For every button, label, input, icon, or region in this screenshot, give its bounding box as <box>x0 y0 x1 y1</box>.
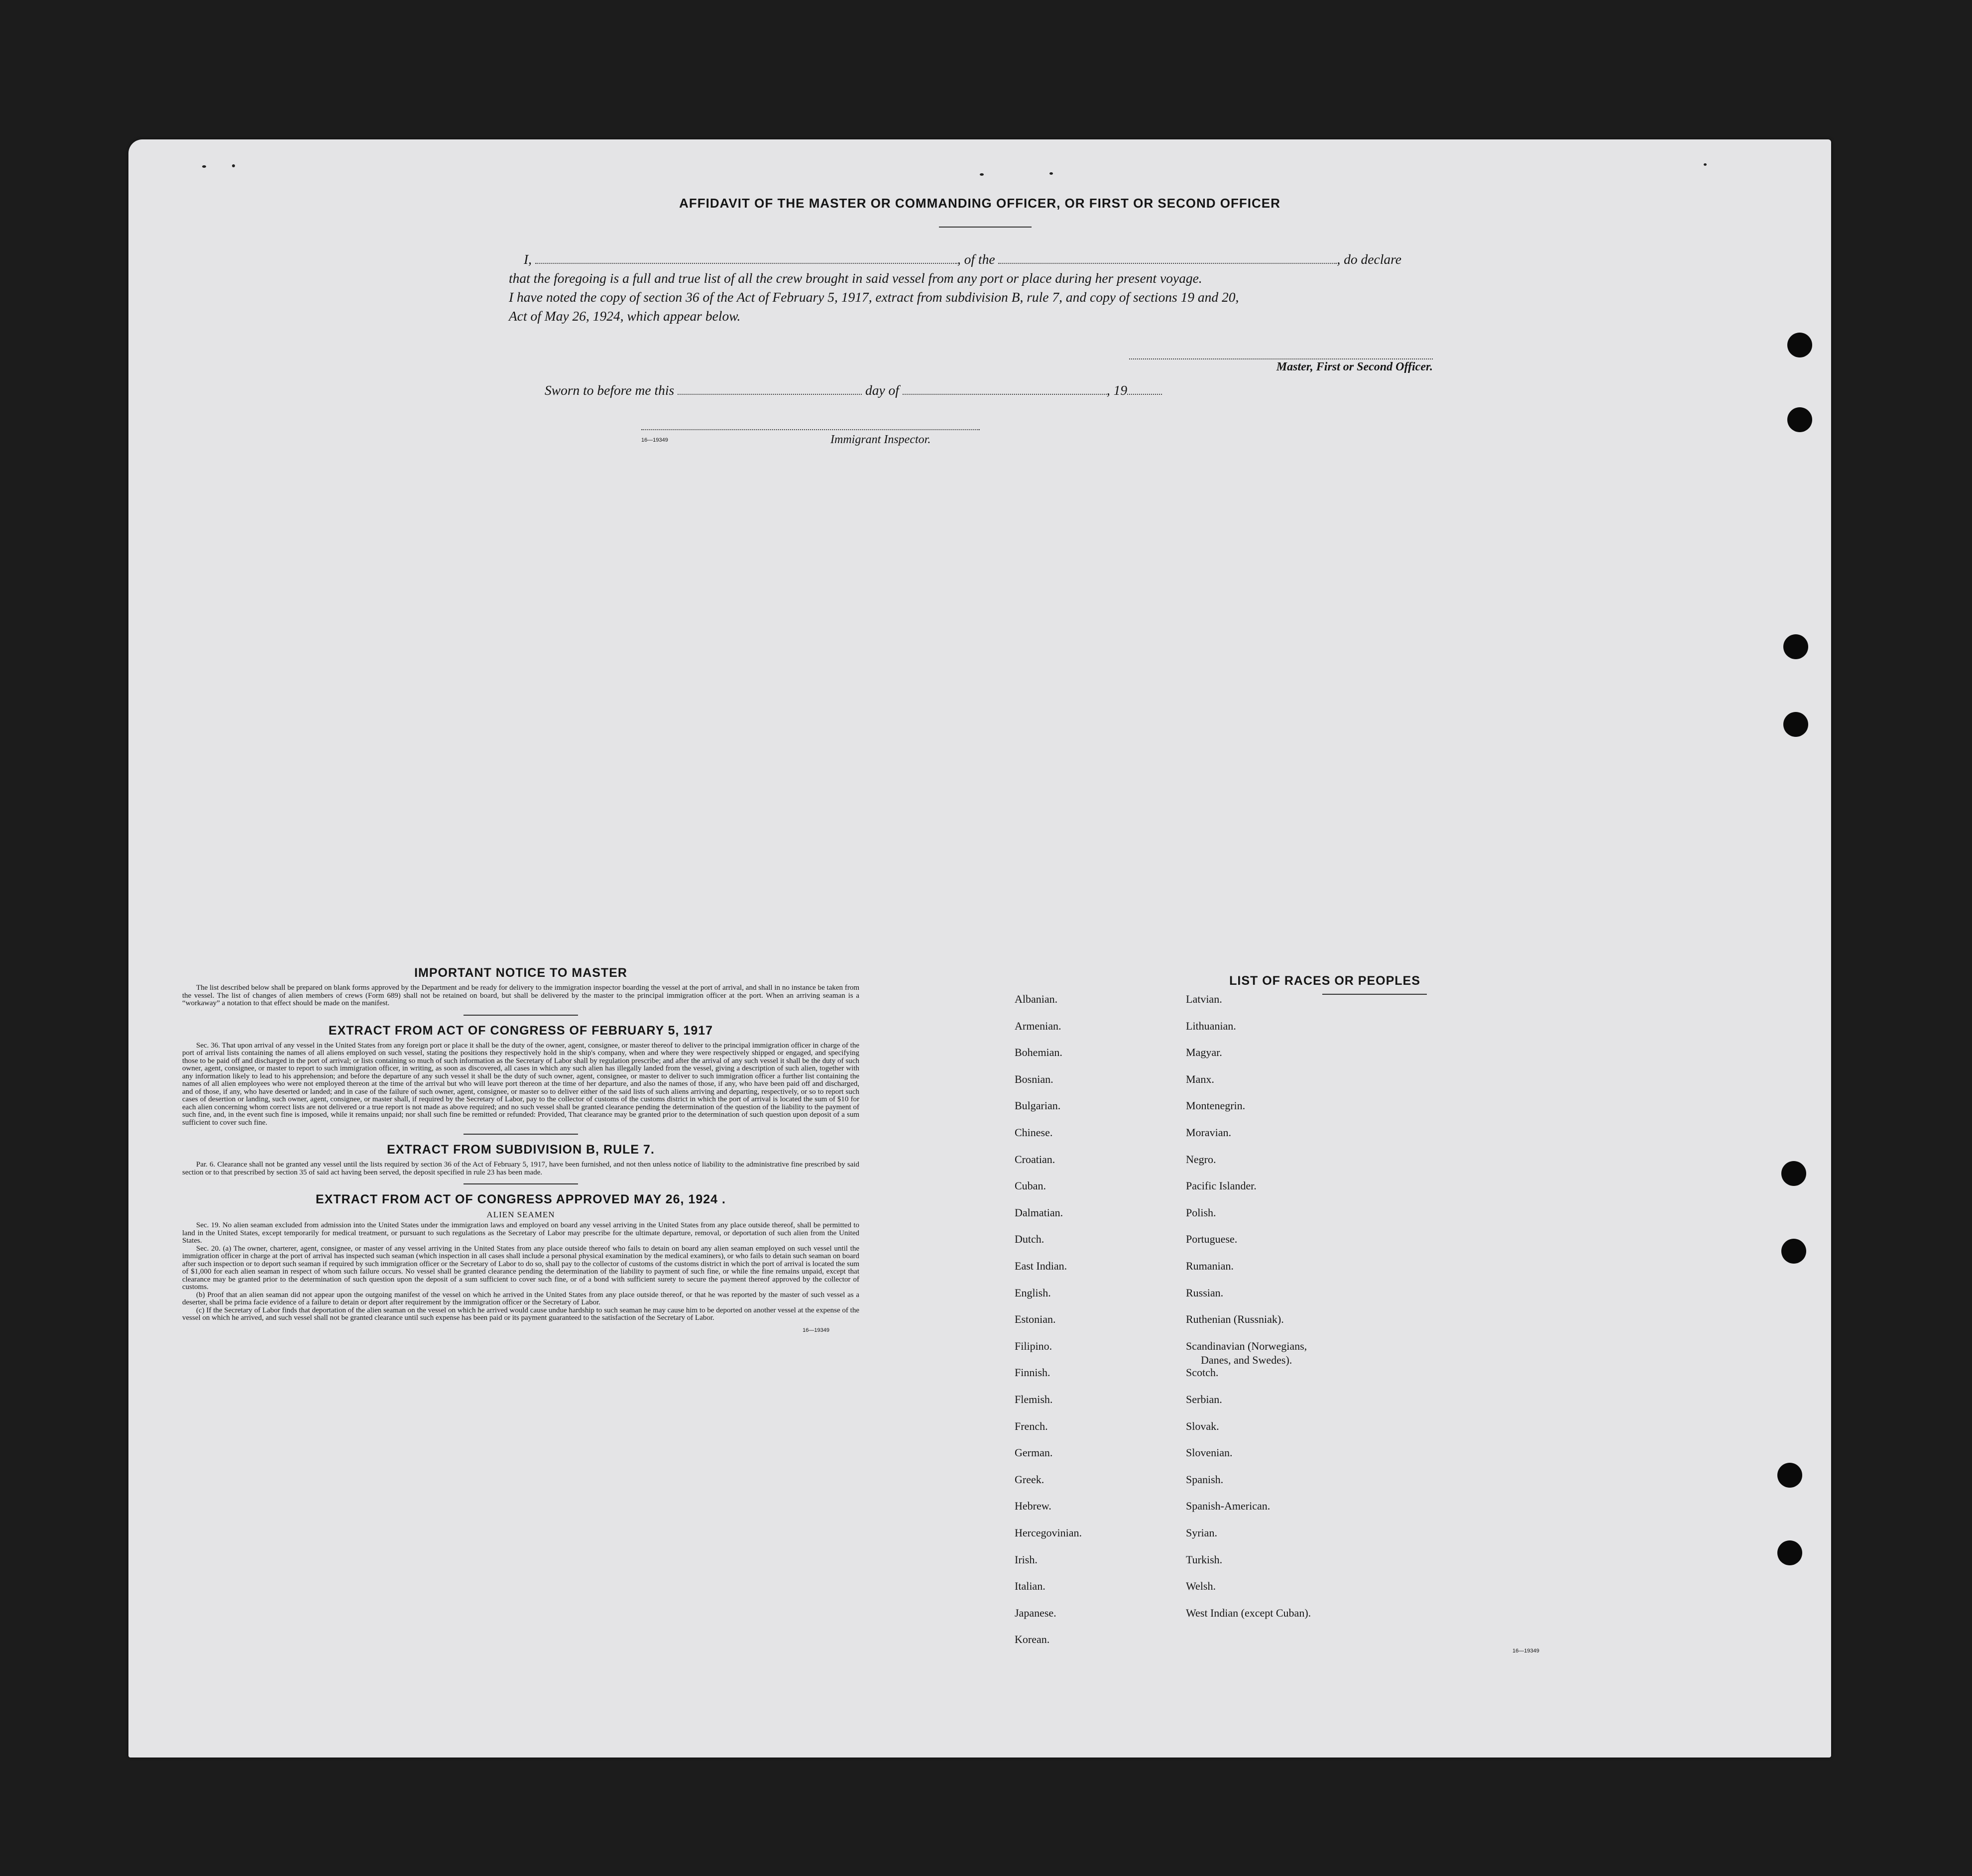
race-item: Finnish. <box>1015 1366 1050 1379</box>
race-item: German. <box>1015 1446 1053 1459</box>
sworn-month-blank[interactable] <box>903 384 1107 395</box>
race-item: Ruthenian (Russniak). <box>1186 1313 1284 1326</box>
race-item: Armenian. <box>1015 1019 1061 1032</box>
race-item: Russian. <box>1186 1286 1224 1299</box>
binder-hole <box>1787 333 1812 357</box>
race-item: Danes, and Swedes). <box>1201 1353 1292 1366</box>
race-item: French. <box>1015 1419 1048 1432</box>
race-item: Flemish. <box>1015 1393 1053 1406</box>
race-item: Rumanian. <box>1186 1260 1234 1272</box>
extract-1924-body <box>182 1222 859 1322</box>
race-item: Bosnian. <box>1015 1072 1053 1085</box>
rule-7-title: EXTRACT FROM SUBDIVISION B, RULE 7. <box>387 1143 655 1157</box>
name-blank[interactable] <box>535 253 957 264</box>
race-item: Dalmatian. <box>1015 1206 1063 1219</box>
vessel-blank[interactable] <box>998 253 1337 264</box>
race-item: Syrian. <box>1186 1526 1217 1539</box>
races-title: LIST OF RACES OR PEOPLES <box>1229 974 1420 988</box>
rule-7-body: Par. 6. Clearance shall not be granted any vessel until the lists required by section 36 of the Act of February 5, 1917, have been furnished, and not then unless notice of liability to the administrative fine prescribed by said section or to that prescribed by section 35 of said act having been served, the deposit specified in rule 23 has been made. <box>182 1161 859 1176</box>
extract-1924-title: EXTRACT FROM ACT OF CONGRESS APPROVED MAY 26, 1924 . <box>316 1192 726 1206</box>
binder-hole <box>1777 1463 1802 1488</box>
race-item: Irish. <box>1015 1553 1038 1566</box>
race-item: Cuban. <box>1015 1179 1046 1192</box>
declaration-do-declare: , do declare <box>1337 251 1401 267</box>
notice-title: IMPORTANT NOTICE TO MASTER <box>414 966 627 980</box>
race-item: Scotch. <box>1186 1366 1219 1379</box>
binder-hole <box>1777 1540 1802 1565</box>
race-item: Manx. <box>1186 1072 1214 1085</box>
sec-20a: Sec. 20. (a) The owner, charterer, agent, consignee, or master of any vessel arriving in the United States from any place outside thereof who fails to detain on board any alien seaman employed on such vessel until the immigration officer in charge at the port of arrival has inspected such seaman (which inspection in all cases shall include a personal physical examination by the medical examiners), or who fails to detain such seaman on board after such inspection or to deport such seaman if required by such immigration officer or the Secretary of Labor to do so, shall pay to the collector of customs of the customs district in which the port of arrival is located the sum of $1,000 for each alien seaman in respect of whom such failure occurs. No vessel shall be granted clearance pending the determination of the liability to payment of such fine, or while the fine remains unpaid, except that clearance may be granted prior to the determination of such question upon the deposit of a sum sufficient to cover such fine, or of a bond with sufficient surety to secure the payment thereof approved by the collector of customs. <box>182 1244 859 1291</box>
speck <box>1049 172 1053 175</box>
binder-hole <box>1783 712 1808 737</box>
sworn-text: Sworn to before me this <box>545 382 675 398</box>
sworn-line <box>545 382 1162 398</box>
race-item: Greek. <box>1015 1473 1044 1486</box>
divider <box>939 227 1032 228</box>
race-item: Moravian. <box>1186 1126 1232 1139</box>
race-item: Latvian. <box>1186 993 1222 1005</box>
race-item: Pacific Islander. <box>1186 1179 1257 1192</box>
affidavit-declaration <box>509 250 1495 326</box>
sworn-day-of: day of <box>865 382 899 398</box>
form-number: 16—19349 <box>1512 1648 1539 1654</box>
form-number: 16—19349 <box>803 1327 829 1333</box>
race-item: Magyar. <box>1186 1046 1222 1059</box>
race-item: Scandinavian (Norwegians, <box>1186 1339 1307 1352</box>
declaration-line-4: Act of May 26, 1924, which appear below. <box>509 308 741 324</box>
race-item: Turkish. <box>1186 1553 1223 1566</box>
notice-body: The list described below shall be prepared on blank forms approved by the Department and be ready for delivery to the immigration inspector boarding the vessel at the port of arrival, and shall in no instance be taken from the vessel. The list of changes of alien members of crews (Form 689) shall not be retained on board, but shall be delivered by the master to the principal immigration officer at the port. When an arriving seaman is a “workaway” a notation to that effect should be made on the manifest. <box>182 984 859 1007</box>
extract-1917-body: Sec. 36. That upon arrival of any vessel in the United States from any foreign port or place it shall be the duty of the owner, agent, consignee, or master thereof to deliver to the principal immigration officer in charge of the port of arrival lists containing the names of all aliens employed on such vessel, stating the positions they respectively hold in the ship's company, when and where they were respectively shipped or engaged, and specifying those to be paid off and discharged in the port of arrival; or lists containing so much of such information as the Secretary of Labor shall by regulation prescribe; and after the arrival of any such vessel it shall be the duty of such owner, agent, consignee, or master to report to such immigration officer, in writing, as soon as discovered, all cases in which any such alien has illegally landed from the vessel, giving a description of such alien, together with any information likely to lead to his apprehension; and before the departure of any such vessel it shall be the duty of such owner, agent, consignee, or master to deliver to such immigration officer a further list containing the names of all alien employees who were not employed thereon at the time of the arrival but who will leave port thereon at the time of her departure, and also the names of those, if any, who have been paid off and discharged, and of those, if any, who have deserted or landed; and in case of the failure of such owner, agent, consignee, or master so to deliver either of the said lists of such aliens arriving and departing, respectively, or so to report such cases of desertion or landing, such owner, agent, consignee, or master shall, if required by the Secretary of Labor, pay to the collector of customs of the customs district in which the port of arrival is located the sum of $10 for each alien concerning whom correct lists are not delivered or a true report is not made as above required; and no such vessel shall be granted clearance pending the determination of the question of the liability to the payment of such fine, and, in the event such fine is imposed, while it remains unpaid; nor shall such fine be remitted or refunded: Provided, That clearance may be granted prior to the determination of such question upon deposit of a sum sufficient to cover such fine. <box>182 1041 859 1127</box>
speck <box>980 173 984 176</box>
divider <box>1322 994 1427 995</box>
divider <box>464 1183 578 1184</box>
race-item: Dutch. <box>1015 1233 1044 1246</box>
inspector-signature-line[interactable] <box>641 429 980 430</box>
sec-19: Sec. 19. No alien seaman excluded from admission into the United States under the immigration laws and employed on board any vessel arriving in the United States from any place outside thereof, shall be permitted to land in the United States, except temporarily for medical treatment, or pursuant to such regulations as the Secretary of Labor may prescribe for the ultimate departure, removal, or deportation of such alien from the United States. <box>182 1221 859 1245</box>
binder-hole <box>1781 1161 1806 1186</box>
race-item: Korean. <box>1015 1633 1050 1646</box>
sworn-day-blank[interactable] <box>678 384 862 395</box>
legal-notices <box>182 966 859 1333</box>
race-item: Croatian. <box>1015 1153 1055 1166</box>
race-item: Welsh. <box>1186 1580 1216 1593</box>
race-item: Chinese. <box>1015 1126 1053 1139</box>
race-item: West Indian (except Cuban). <box>1186 1606 1311 1619</box>
race-item: East Indian. <box>1015 1260 1067 1272</box>
form-number: 16—19349 <box>641 437 668 443</box>
binder-hole <box>1783 634 1808 659</box>
binder-hole <box>1787 407 1812 432</box>
race-item: Estonian. <box>1015 1313 1056 1326</box>
race-item: Spanish. <box>1186 1473 1224 1486</box>
race-item: Filipino. <box>1015 1339 1052 1352</box>
alien-seamen-subtitle: ALIEN SEAMEN <box>486 1210 555 1219</box>
declaration-of-the: , of the <box>957 251 995 267</box>
race-item: Albanian. <box>1015 993 1058 1005</box>
declaration-line-3: I have noted the copy of section 36 of the Act of February 5, 1917, extract from subdivision B, rule 7, and copy of sections 19 and 20, <box>509 289 1239 305</box>
race-item: Serbian. <box>1186 1393 1222 1406</box>
race-item: Spanish-American. <box>1186 1500 1271 1513</box>
binder-hole <box>1781 1239 1806 1264</box>
master-signature-caption: Master, First or Second Officer. <box>1276 360 1433 373</box>
sworn-year-blank[interactable] <box>1127 384 1162 395</box>
race-item: English. <box>1015 1286 1051 1299</box>
race-item: Negro. <box>1186 1153 1216 1166</box>
race-item: Bulgarian. <box>1015 1099 1061 1112</box>
declaration-i: I, <box>524 251 532 267</box>
speck <box>202 165 206 168</box>
race-item: Portuguese. <box>1186 1233 1238 1246</box>
extract-1917-title: EXTRACT FROM ACT OF CONGRESS OF FEBRUARY 5, 1917 <box>328 1023 713 1038</box>
race-item: Montenegrin. <box>1186 1099 1246 1112</box>
speck <box>1704 163 1707 166</box>
race-item: Hebrew. <box>1015 1500 1051 1513</box>
declaration-line-2: that the foregoing is a full and true list of all the crew brought in said vessel from any port or place during her present voyage. <box>509 270 1202 286</box>
race-item: Lithuanian. <box>1186 1019 1236 1032</box>
speck <box>232 164 235 167</box>
race-item: Bohemian. <box>1015 1046 1062 1059</box>
sec-20b: (b) Proof that an alien seaman did not appear upon the outgoing manifest of the vessel on which he arrived in the United States from any place outside thereof, or that he was reported by the master of such vessel as a deserter, shall be prima facie evidence of a failure to detain or deport after requirement by the immigration officer or the Secretary of Labor. <box>182 1290 859 1306</box>
sec-20c: (c) If the Secretary of Labor finds that deportation of the alien seaman on the vessel on which he arrived would cause undue hardship to such seaman he may cause him to be deported on another vessel at the expense of the vessel on which he arrived, and such vessel shall not be granted clearance until such expense has been paid or its payment guaranteed to the satisfaction of the Secretary of Labor. <box>182 1306 859 1322</box>
race-item: Slovak. <box>1186 1419 1219 1432</box>
master-signature-line[interactable] <box>1129 358 1433 359</box>
affidavit-title: AFFIDAVIT OF THE MASTER OR COMMANDING OFFICER, OR FIRST OR SECOND OFFICER <box>679 196 1280 211</box>
race-item: Slovenian. <box>1186 1446 1233 1459</box>
sworn-year-prefix: , 19 <box>1106 382 1128 398</box>
race-item: Japanese. <box>1015 1606 1056 1619</box>
race-item: Italian. <box>1015 1580 1045 1593</box>
divider <box>464 1134 578 1135</box>
divider <box>464 1015 578 1016</box>
manifest-page <box>128 139 1831 1758</box>
race-item: Polish. <box>1186 1206 1216 1219</box>
inspector-caption: Immigrant Inspector. <box>830 433 931 446</box>
race-item: Hercegovinian. <box>1015 1526 1082 1539</box>
